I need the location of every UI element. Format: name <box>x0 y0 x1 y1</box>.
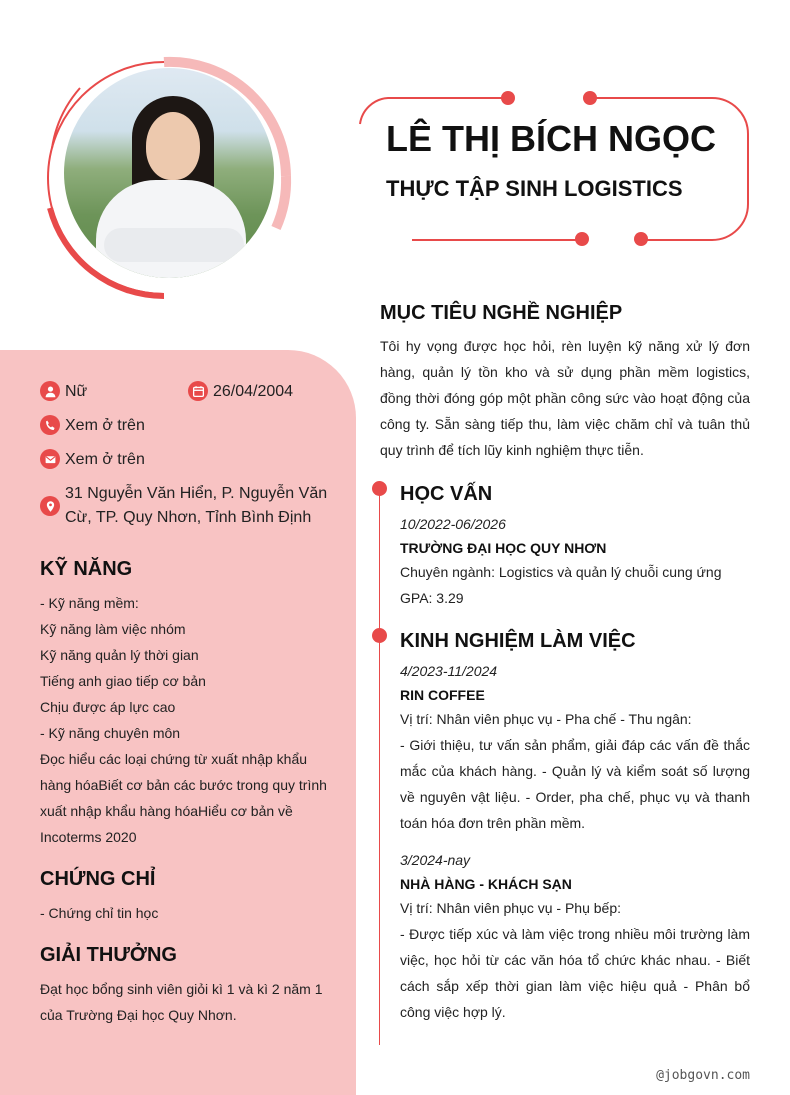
footer-watermark: @jobgovn.com <box>656 1068 750 1083</box>
mail-icon <box>40 449 60 469</box>
list-item: - Kỹ năng mềm: <box>40 595 139 611</box>
list-item: Đạt học bổng sinh viên giỏi kì 1 và kì 2 năm 1 <box>40 981 323 997</box>
phone-text: Xem ở trên <box>65 417 145 434</box>
timeline-dot <box>372 628 387 643</box>
education-gpa: GPA: 3.29 <box>400 590 464 606</box>
phone-icon <box>40 415 60 435</box>
skills-list <box>40 590 340 850</box>
email-text: Xem ở trên <box>65 451 145 468</box>
job-date: 4/2023-11/2024 <box>400 663 498 679</box>
timeline-line <box>379 487 380 1045</box>
list-item: hàng hóaBiết cơ bản các bước trong quy trình <box>40 777 327 793</box>
list-item: Kỹ năng quản lý thời gian <box>40 647 199 663</box>
certificates-list <box>40 900 340 926</box>
job-date: 3/2024-nay <box>400 852 471 868</box>
title-frame <box>352 88 756 250</box>
education-date: 10/2022-06/2026 <box>400 516 506 532</box>
company-name: NHÀ HÀNG - KHÁCH SẠN <box>400 876 572 892</box>
job-position: Vị trí: Nhân viên phục vụ - Phụ bếp: <box>400 900 622 916</box>
list-item: Đọc hiểu các loại chứng từ xuất nhập khẩu <box>40 751 308 767</box>
list-item: - Chứng chỉ tin học <box>40 905 159 921</box>
experience-heading: KINH NGHIỆM LÀM VIỆC <box>400 630 636 652</box>
phone-row <box>40 414 145 438</box>
school-name: TRƯỜNG ĐẠI HỌC QUY NHƠN <box>400 540 607 556</box>
objective-section <box>380 302 750 463</box>
job-position: Vị trí: Nhân viên phục vụ - Pha chế - Thu ngân: <box>400 711 692 727</box>
list-item: Chịu được áp lực cao <box>40 699 176 715</box>
certificates-heading: CHỨNG CHỈ <box>40 868 156 890</box>
company-name: RIN COFFEE <box>400 687 485 703</box>
list-item: - Kỹ năng chuyên môn <box>40 725 181 741</box>
avatar <box>64 68 274 278</box>
skills-heading: KỸ NĂNG <box>40 558 133 580</box>
timeline-dot <box>372 481 387 496</box>
list-item: Tiếng anh giao tiếp cơ bản <box>40 673 206 689</box>
calendar-icon <box>188 381 208 401</box>
education-major: Chuyên ngành: Logistics và quản lý chuỗi cung ứng <box>400 564 722 580</box>
job-details: - Giới thiệu, tư vấn sản phẩm, giải đáp các vấn đề thắc mắc của khách hàng. - Quản lý và kiểm soát số lượng về nguyên vật liệu. - Order, pha chế, phục vụ và thanh toán hóa đơn trên phần mềm. <box>400 737 750 831</box>
location-pin-icon <box>40 496 60 516</box>
list-item: Incoterms 2020 <box>40 829 137 845</box>
address-text: 31 Nguyễn Văn Hiển, P. Nguyễn Văn Cừ, TP. Quy Nhơn, Tỉnh Bình Định <box>65 485 328 526</box>
awards-heading: GIẢI THƯỞNG <box>40 944 177 966</box>
candidate-name: LÊ THỊ BÍCH NGỌC <box>386 118 716 159</box>
job-title: THỰC TẬP SINH LOGISTICS <box>386 176 683 201</box>
objective-heading: MỤC TIÊU NGHỀ NGHIỆP <box>380 302 623 324</box>
user-icon <box>40 381 60 401</box>
education-heading: HỌC VẤN <box>400 483 493 505</box>
email-row <box>40 448 145 472</box>
address-row <box>40 482 330 530</box>
gender-row <box>40 380 87 404</box>
awards-list <box>40 976 340 1028</box>
list-item: xuất nhập khẩu hàng hóaHiểu cơ bản về <box>40 803 293 819</box>
experience-section <box>400 630 750 1025</box>
job-details: - Được tiếp xúc và làm việc trong nhiều môi trường làm việc, học hỏi từ các văn hóa tổ chức khác nhau. - Biết cách sắp xếp thời gian làm việc hiệu quả - Phân bổ công việc hợp lý. <box>400 926 750 1020</box>
list-item: của Trường Đại học Quy Nhơn. <box>40 1007 237 1023</box>
birthday-text: 26/04/2004 <box>213 383 294 400</box>
objective-text: Tôi hy vọng được học hỏi, rèn luyện kỹ năng xử lý đơn hàng, quản lý tồn kho và sử dụng phần mềm logistics, đồng thời đóng góp một phần công sức vào hoạt động của công ty. Sẵn sàng tiếp thu, làm việc chăm chỉ và tuân thủ quy trình để tích lũy kinh nghiệm thực tiễn. <box>380 338 750 458</box>
birthday-row <box>188 380 293 404</box>
gender-text: Nữ <box>65 383 88 400</box>
list-item: Kỹ năng làm việc nhóm <box>40 621 186 637</box>
education-section <box>400 483 750 611</box>
